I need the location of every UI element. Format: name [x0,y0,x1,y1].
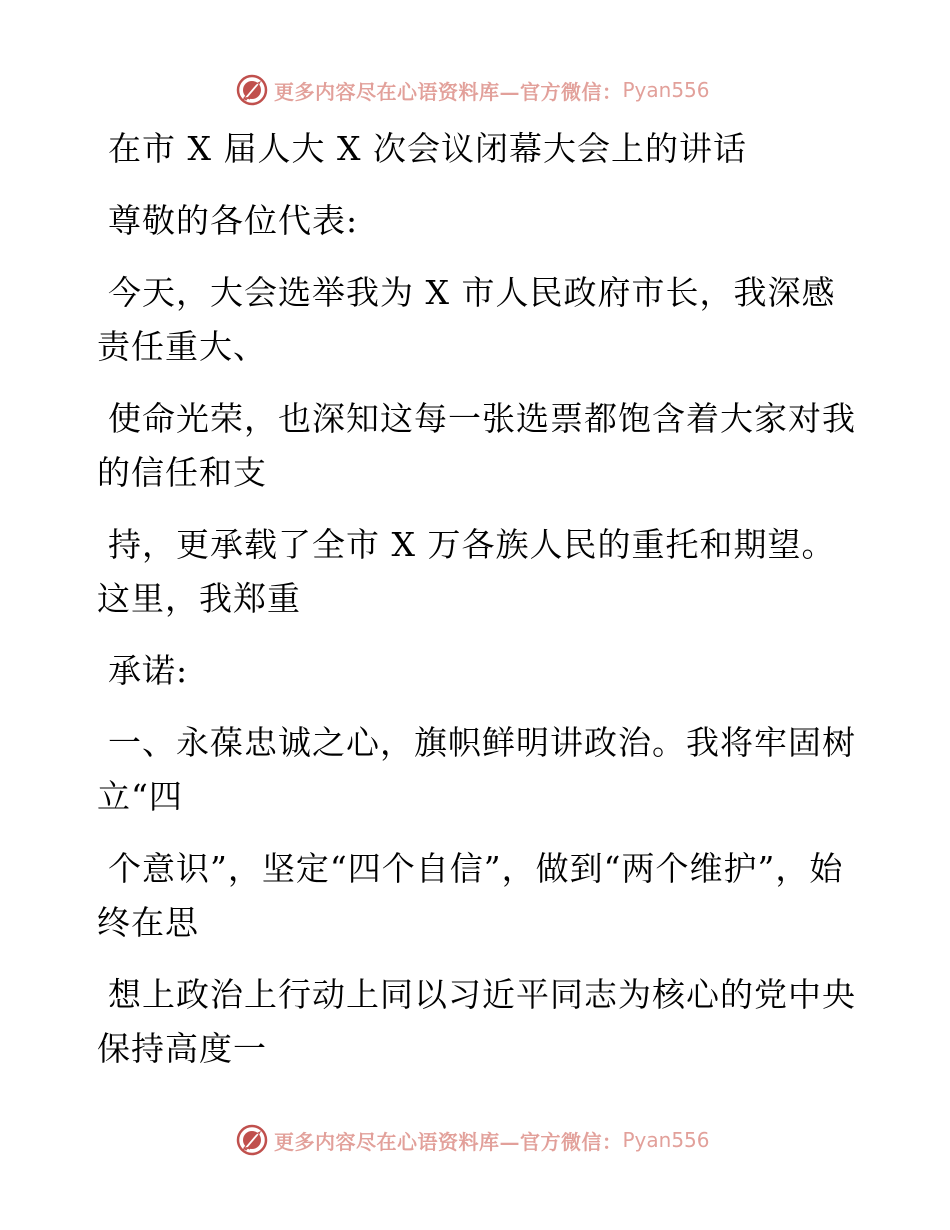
watermark-handle: Pyan556 [622,78,710,102]
paragraph-3-text: 持，更承载了全市 X 万各族人民的重托和期望。这里，我郑重 [97,525,836,618]
paragraph-7-text: 想上政治上行动上同以习近平同志为核心的党中央保持高度一 [97,975,856,1068]
paragraph-4 [97,644,857,698]
salutation-text: 尊敬的各位代表: [108,201,359,240]
paragraph-1-text: 今天，大会选举我为 X 市人民政府市长，我深感责任重大、 [97,273,836,366]
paragraph-6-text: 个意识”，坚定“四个自信”，做到“两个维护”，始终在思 [97,849,844,942]
paragraph-1 [97,266,857,374]
paragraph-5 [97,716,857,824]
paragraph-5-text: 一、永葆忠诚之心，旗帜鲜明讲政治。我将牢固树立“四 [97,723,856,816]
salutation [97,194,857,248]
watermark-header [236,72,710,108]
speech-title [97,122,857,176]
paragraph-4-text: 承诺: [108,651,189,690]
watermark-text: 更多内容尽在心语资料库—官方微信： [274,79,623,104]
watermark-handle: Pyan556 [622,1128,710,1152]
pen-logo-icon [236,1124,268,1156]
watermark-text: 更多内容尽在心语资料库—官方微信： [274,1129,623,1154]
paragraph-7 [97,968,857,1076]
watermark-footer [236,1122,710,1158]
paragraph-6 [97,842,857,950]
speech-title-text: 在市 X 届人大 X 次会议闭幕大会上的讲话 [108,129,747,168]
paragraph-2 [97,392,857,500]
paragraph-2-text: 使命光荣，也深知这每一张选票都饱含着大家对我的信任和支 [97,399,856,492]
pen-logo-icon [236,74,268,106]
paragraph-3 [97,518,857,626]
document-body [97,122,857,1094]
